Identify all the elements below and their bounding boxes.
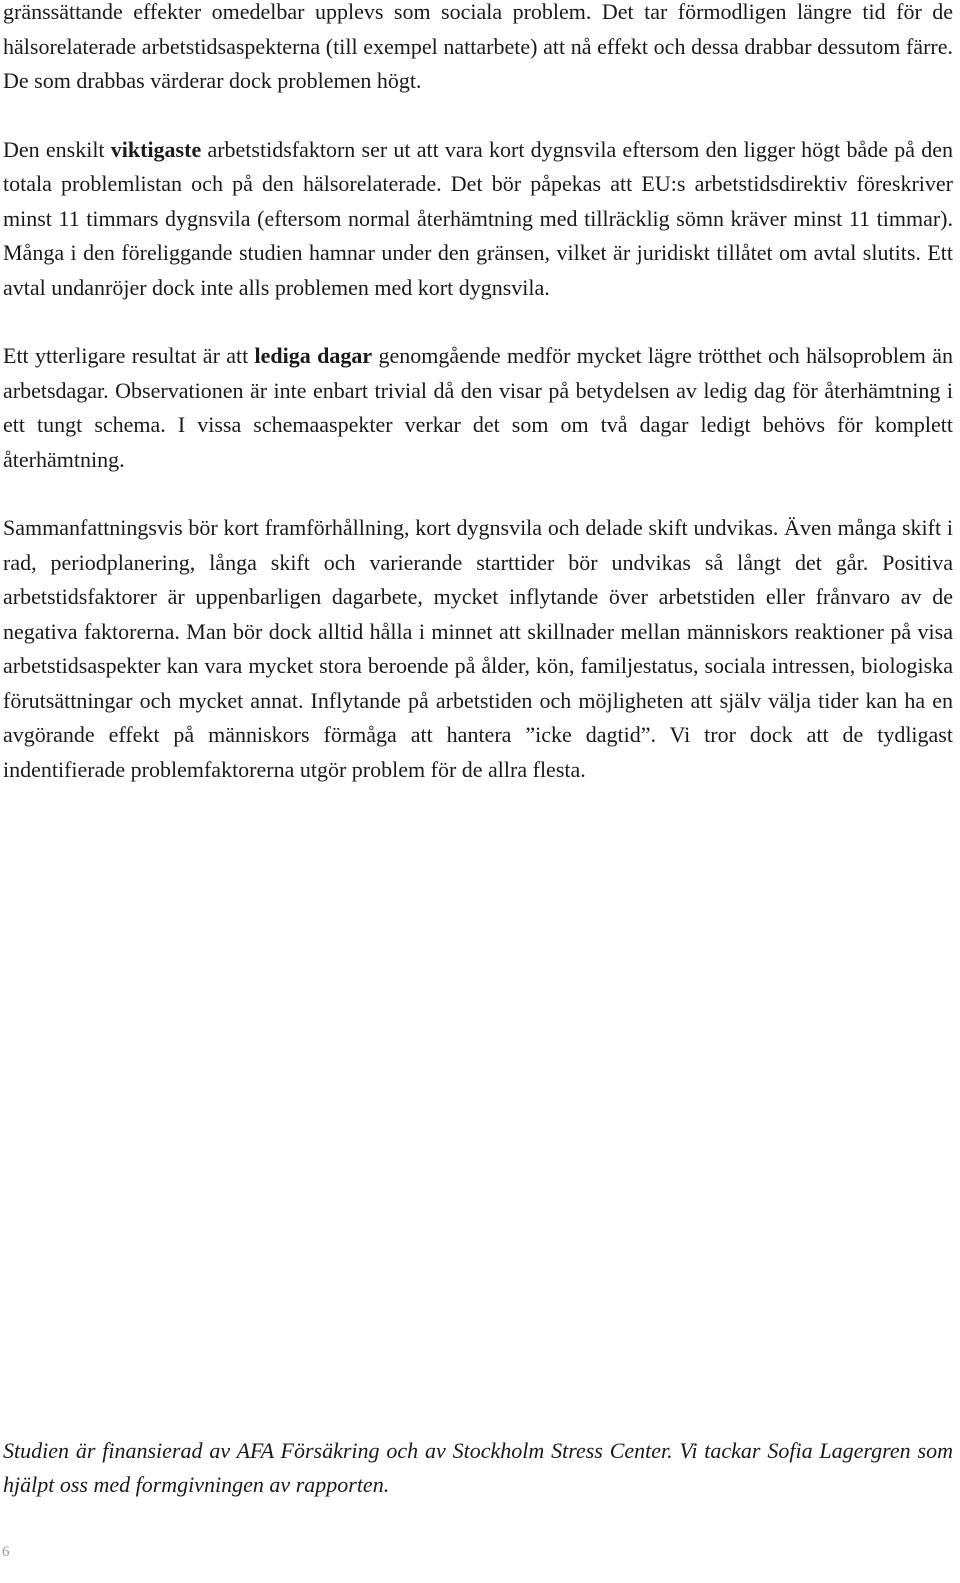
paragraph-text: Sammanfattningsvis bör kort framförhållning, kort dygnsvila och delade skift undvikas. Även många skift i rad, periodplanering, långa skift och varierande starttider bör undvikas så långt det går. Positiva arbetstidsfaktorer är uppenbarligen dagarbete, mycket inflytande över arbetstiden eller frånvaro av de negativa faktorerna. Man bör dock alltid hålla i minnet att skillnader mellan människors reaktioner på visa arbetstidsaspekter kan vara mycket stora beroende på ålder, kön, familjestatus, sociala intressen, biologiska förutsättningar och mycket annat. Inflytande på arbetstiden och möjligheten att själv välja tider kan ha en avgörande effekt på människors förmåga att hantera ”icke dagtid”. Vi tror dock att de tydligast indentifierade problemfaktorerna utgör problem för de allra flesta. — [3, 515, 953, 782]
acknowledgement-note: Studien är finansierad av AFA Försäkring och av Stockholm Stress Center. Vi tackar Sofia Lagergren som hjälpt oss med formgivningen av rapporten. — [3, 1438, 953, 1497]
emphasis-bold: lediga dagar — [254, 343, 373, 368]
paragraph-dygnsvila — [3, 133, 953, 306]
paragraph-summary — [3, 511, 953, 787]
paragraph-text: Den enskilt — [3, 136, 111, 162]
paragraph-gap — [3, 305, 953, 339]
emphasis-bold: viktigaste — [110, 136, 202, 162]
paragraph-text: Ett ytterligare resultat är att — [3, 343, 255, 368]
paragraph-gap — [3, 99, 953, 133]
paragraph-intro-continuation — [3, 0, 953, 99]
paragraph-text: gränssättande effekter omedelbar upplevs som sociala problem. Det tar förmodligen längre tid för de hälsorelaterade arbetstidsaspekterna (till exempel nattarbete) att nå effekt och dessa drabbar dessutom färre. De som drabbas värderar dock problemen högt. — [3, 0, 953, 93]
page-number: 6 — [2, 1544, 10, 1560]
paragraph-text: genomgående medför mycket lägre trötthet och hälsoproblem än arbetsdagar. Observationen är inte enbart trivial då den visar på betydelsen av ledig dag för återhämtning i ett tungt schema. I vissa schemaaspekter verkar det som om två dagar ledigt behövs för komplett återhämtning. — [3, 343, 953, 472]
document-body — [3, 0, 953, 787]
paragraph-gap — [3, 477, 953, 511]
paragraph-text: arbetstidsfaktorn ser ut att vara kort dygnsvila eftersom den ligger högt både på den totala problemlistan och på den hälsorelaterade. Det bör påpekas att EU:s arbetstidsdirektiv föreskriver minst 11 timmars dygnsvila (eftersom normal återhämtning med tillräcklig sömn kräver minst 11 timmar). Många i den föreliggande studien hamnar under den gränsen, vilket är juridiskt tillåtet om avtal slutits. Ett avtal undanröjer dock inte alls problemen med kort dygnsvila. — [3, 136, 953, 300]
paragraph-lediga-dagar — [3, 339, 953, 477]
